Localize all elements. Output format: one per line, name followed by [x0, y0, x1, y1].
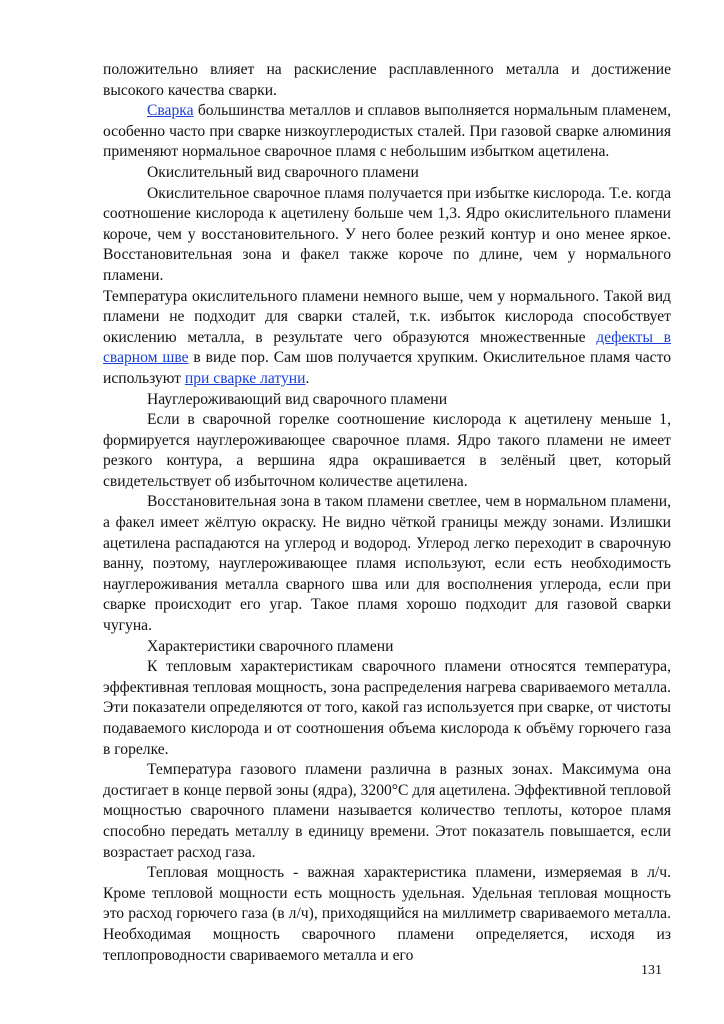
link-weld-defects[interactable]: дефекты в сварном шве	[103, 328, 672, 367]
document-body	[103, 60, 671, 966]
paragraph-thermal-power: Тепловая мощность - важная характеристика пламени, измеряемая в л/ч. Кроме тепловой мощности есть мощность удельная. Удельная тепловая мощность это расход горючего газа (в л/ч), приходящийся на миллиметр свариваемого металла. Необходимая мощность сварочного пламени определяется, исходя из теплопроводности свариваемого металла и его	[103, 864, 671, 964]
paragraph-reducing-zone: Восстановительная зона в таком пламени светлее, чем в нормальном пламени, а факел имеет жёлтую окраску. Не видно чёткой границы между зонами. Излишки ацетилена распадаются на углерод и водород. Углерод легко переходит в сварочную ванну, поэтому, науглероживающее пламя используют, если есть необходимость науглероживания металла сварного шва или для восполнения углерода, если при сварке происходит его угар. Такое пламя хорошо подходит для газовой сварки чугуна.	[103, 493, 671, 635]
heading-oxidizing-flame: Окислительный вид сварочного пламени	[147, 163, 419, 181]
heading-carburizing-flame: Науглероживающий вид сварочного пламени	[147, 390, 448, 408]
paragraph-continuation: положительно влияет на раскисление расплавленного металла и достижение высокого качества сварки.	[103, 61, 671, 99]
paragraph-text: в виде пор. Сам шов получается хрупким. Окислительное пламя часто используют	[103, 349, 671, 387]
paragraph-text: Температура окислительного пламени немного выше, чем у нормального. Такой вид пламени не подходит для сварки сталей, т.к. избыток кислорода способствует окислению металла, в результате чего образуются множественные	[103, 287, 671, 346]
paragraph-thermal-characteristics: К тепловым характеристикам сварочного пламени относятся температура, эффективная тепловая мощность, зона распределения нагрева свариваемого металла. Эти показатели определяются от того, какой газ используется при сварке, от чистоты подаваемого кислорода и от соотношения объема кислорода к объёму горючего газа в горелке.	[103, 658, 671, 758]
page-number: 131	[641, 963, 662, 978]
paragraph-text: большинства металлов и сплавов выполняется нормальным пламенем, особенно часто при сварке низкоуглеродистых сталей. При газовой сварке алюминия применяют нормальное сварочное пламя с небольшим избытком ацетилена.	[103, 102, 671, 161]
link-welding[interactable]: Сварка	[147, 102, 194, 120]
paragraph-carburizing-description: Если в сварочной горелке соотношение кислорода к ацетилену меньше 1, формируется науглероживающее сварочное пламя. Ядро такого пламени не имеет резкого контура, а вершина ядра окрашивается в зелёный цвет, который свидетельствует об избыточном количестве ацетилена.	[103, 411, 671, 490]
link-brass-welding[interactable]: при сварке латуни	[184, 369, 306, 387]
heading-flame-characteristics: Характеристики сварочного пламени	[147, 637, 394, 655]
paragraph-text: .	[305, 369, 310, 387]
paragraph-flame-temperature: Температура газового пламени различна в разных зонах. Максимума она достигает в конце первой зоны (ядра), 3200°С для ацетилена. Эффективной тепловой мощностью сварочного пламени называется количество теплоты, которое пламя способно передать металлу в единицу времени. Этот показатель повышается, если возрастает расход газа.	[103, 761, 671, 861]
paragraph-oxidizing-temperature	[103, 287, 671, 390]
paragraph-normal-flame	[103, 101, 671, 163]
paragraph-oxidizing-description: Окислительное сварочное пламя получается при избытке кислорода. Т.е. когда соотношение кислорода к ацетилену больше чем 1,3. Ядро окислительного пламени короче, чем у восстановительного. У него более резкий контур и оно менее яркое. Восстановительная зона и факел также короче по длине, чем у нормального пламени.	[103, 184, 671, 284]
